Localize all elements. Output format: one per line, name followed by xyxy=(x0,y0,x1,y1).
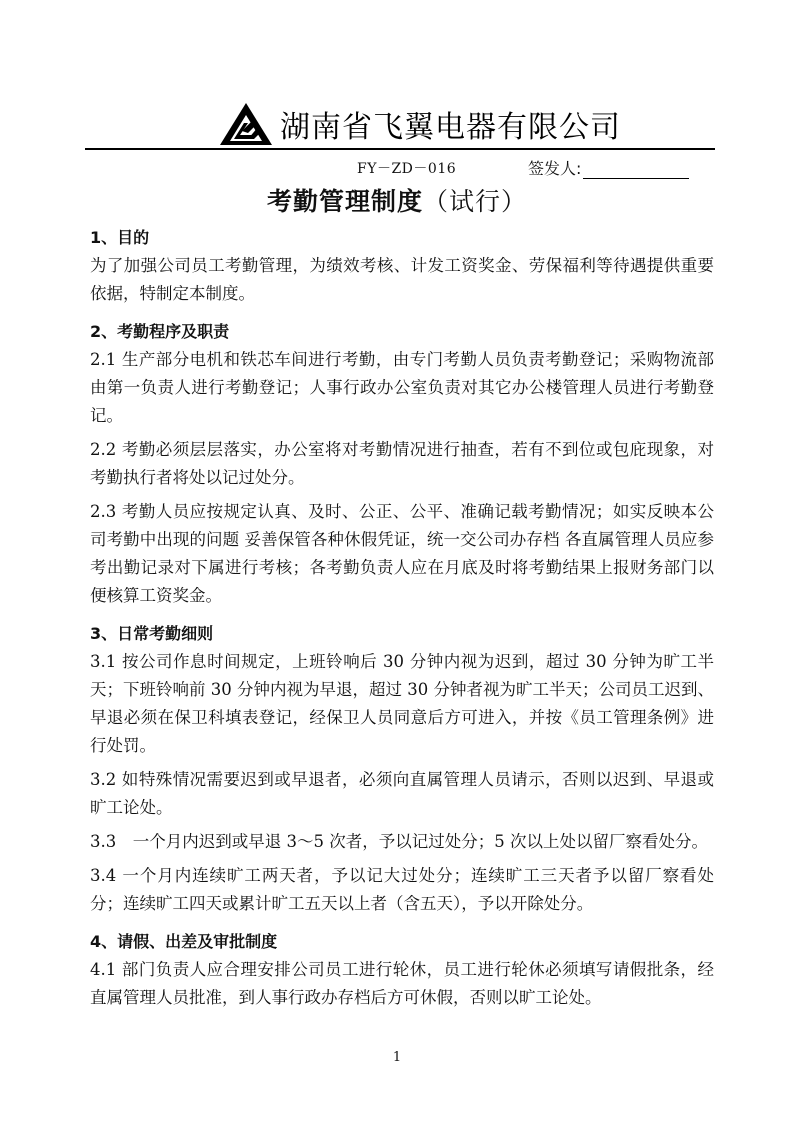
paragraph: 2.2 考勤必须层层落实，办公室将对考勤情况进行抽查，若有不到位或包庇现象，对考勤执行者将处以记过处分。 xyxy=(90,440,714,487)
header-divider xyxy=(85,148,715,150)
paragraph: 3.3 一个月内迟到或早退 3～5 次者，予以记过处分；5 次以上处以留厂察看处分。 xyxy=(90,832,708,851)
paragraph: 3.4 一个月内连续旷工两天者，予以记大过处分；连续旷工三天者予以留厂察看处分；连续旷工四天或累计旷工五天以上者（含五天），予以开除处分。 xyxy=(90,866,714,913)
doc-info-row xyxy=(0,156,794,180)
page-number: 1 xyxy=(392,1050,402,1065)
company-name: 湖南省飞翼电器有限公司 xyxy=(280,110,621,145)
document-body xyxy=(90,224,714,1012)
section-heading: 4、请假、出差及审批制度 xyxy=(90,932,278,951)
title-suffix: （试行） xyxy=(423,187,528,216)
paragraph: 为了加强公司员工考勤管理，为绩效考核、计发工资奖金、劳保福利等待遇提供重要依据，特制定本制度。 xyxy=(90,256,714,303)
section-heading: 3、日常考勤细则 xyxy=(90,624,214,643)
paragraph: 2.3 考勤人员应按规定认真、及时、公正、公平、准确记载考勤情况；如实反映本公司考勤中出现的问题 妥善保管各种休假凭证，统一交公司办存档 各直属管理人员应参考出勤记录对下属进行考核；各考勤负责人应在月底及时将考勤结果上报财务部门以便核算工资奖金。 xyxy=(90,502,714,605)
feiyi-triangle-logo-icon xyxy=(218,101,274,147)
paragraph: 3.1 按公司作息时间规定，上班铃响后 30 分钟内视为迟到，超过 30 分钟为旷工半天；下班铃响前 30 分钟内视为早退，超过 30 分钟者视为旷工半天；公司员工迟到、早退必须在保卫科填表登记，经保卫人员同意后方可进入，并按《员工管理条例》进行处罚。 xyxy=(90,652,714,755)
section-heading: 2、考勤程序及职责 xyxy=(90,322,230,341)
document-title xyxy=(0,182,794,218)
title-main: 考勤管理制度 xyxy=(266,187,423,216)
paragraph: 3.2 如特殊情况需要迟到或早退者，必须向直属管理人员请示，否则以迟到、早退或旷工论处。 xyxy=(90,770,714,817)
signer-label: 签发人: xyxy=(528,159,582,178)
section-heading: 1、目的 xyxy=(90,228,150,247)
paragraph: 2.1 生产部分电机和铁芯车间进行考勤，由专门考勤人员负责考勤登记；采购物流部由第一负责人进行考勤登记；人事行政办公室负责对其它办公楼管理人员进行考勤登记。 xyxy=(90,350,714,425)
paragraph: 4.1 部门负责人应合理安排公司员工进行轮休，员工进行轮休必须填写请假批条，经直属管理人员批准，到人事行政办存档后方可休假，否则以旷工论处。 xyxy=(90,960,714,1007)
doc-number: FY－ZD－016 xyxy=(357,161,457,177)
letterhead xyxy=(218,98,621,150)
signature-line xyxy=(583,162,689,179)
signer-field xyxy=(528,156,689,179)
